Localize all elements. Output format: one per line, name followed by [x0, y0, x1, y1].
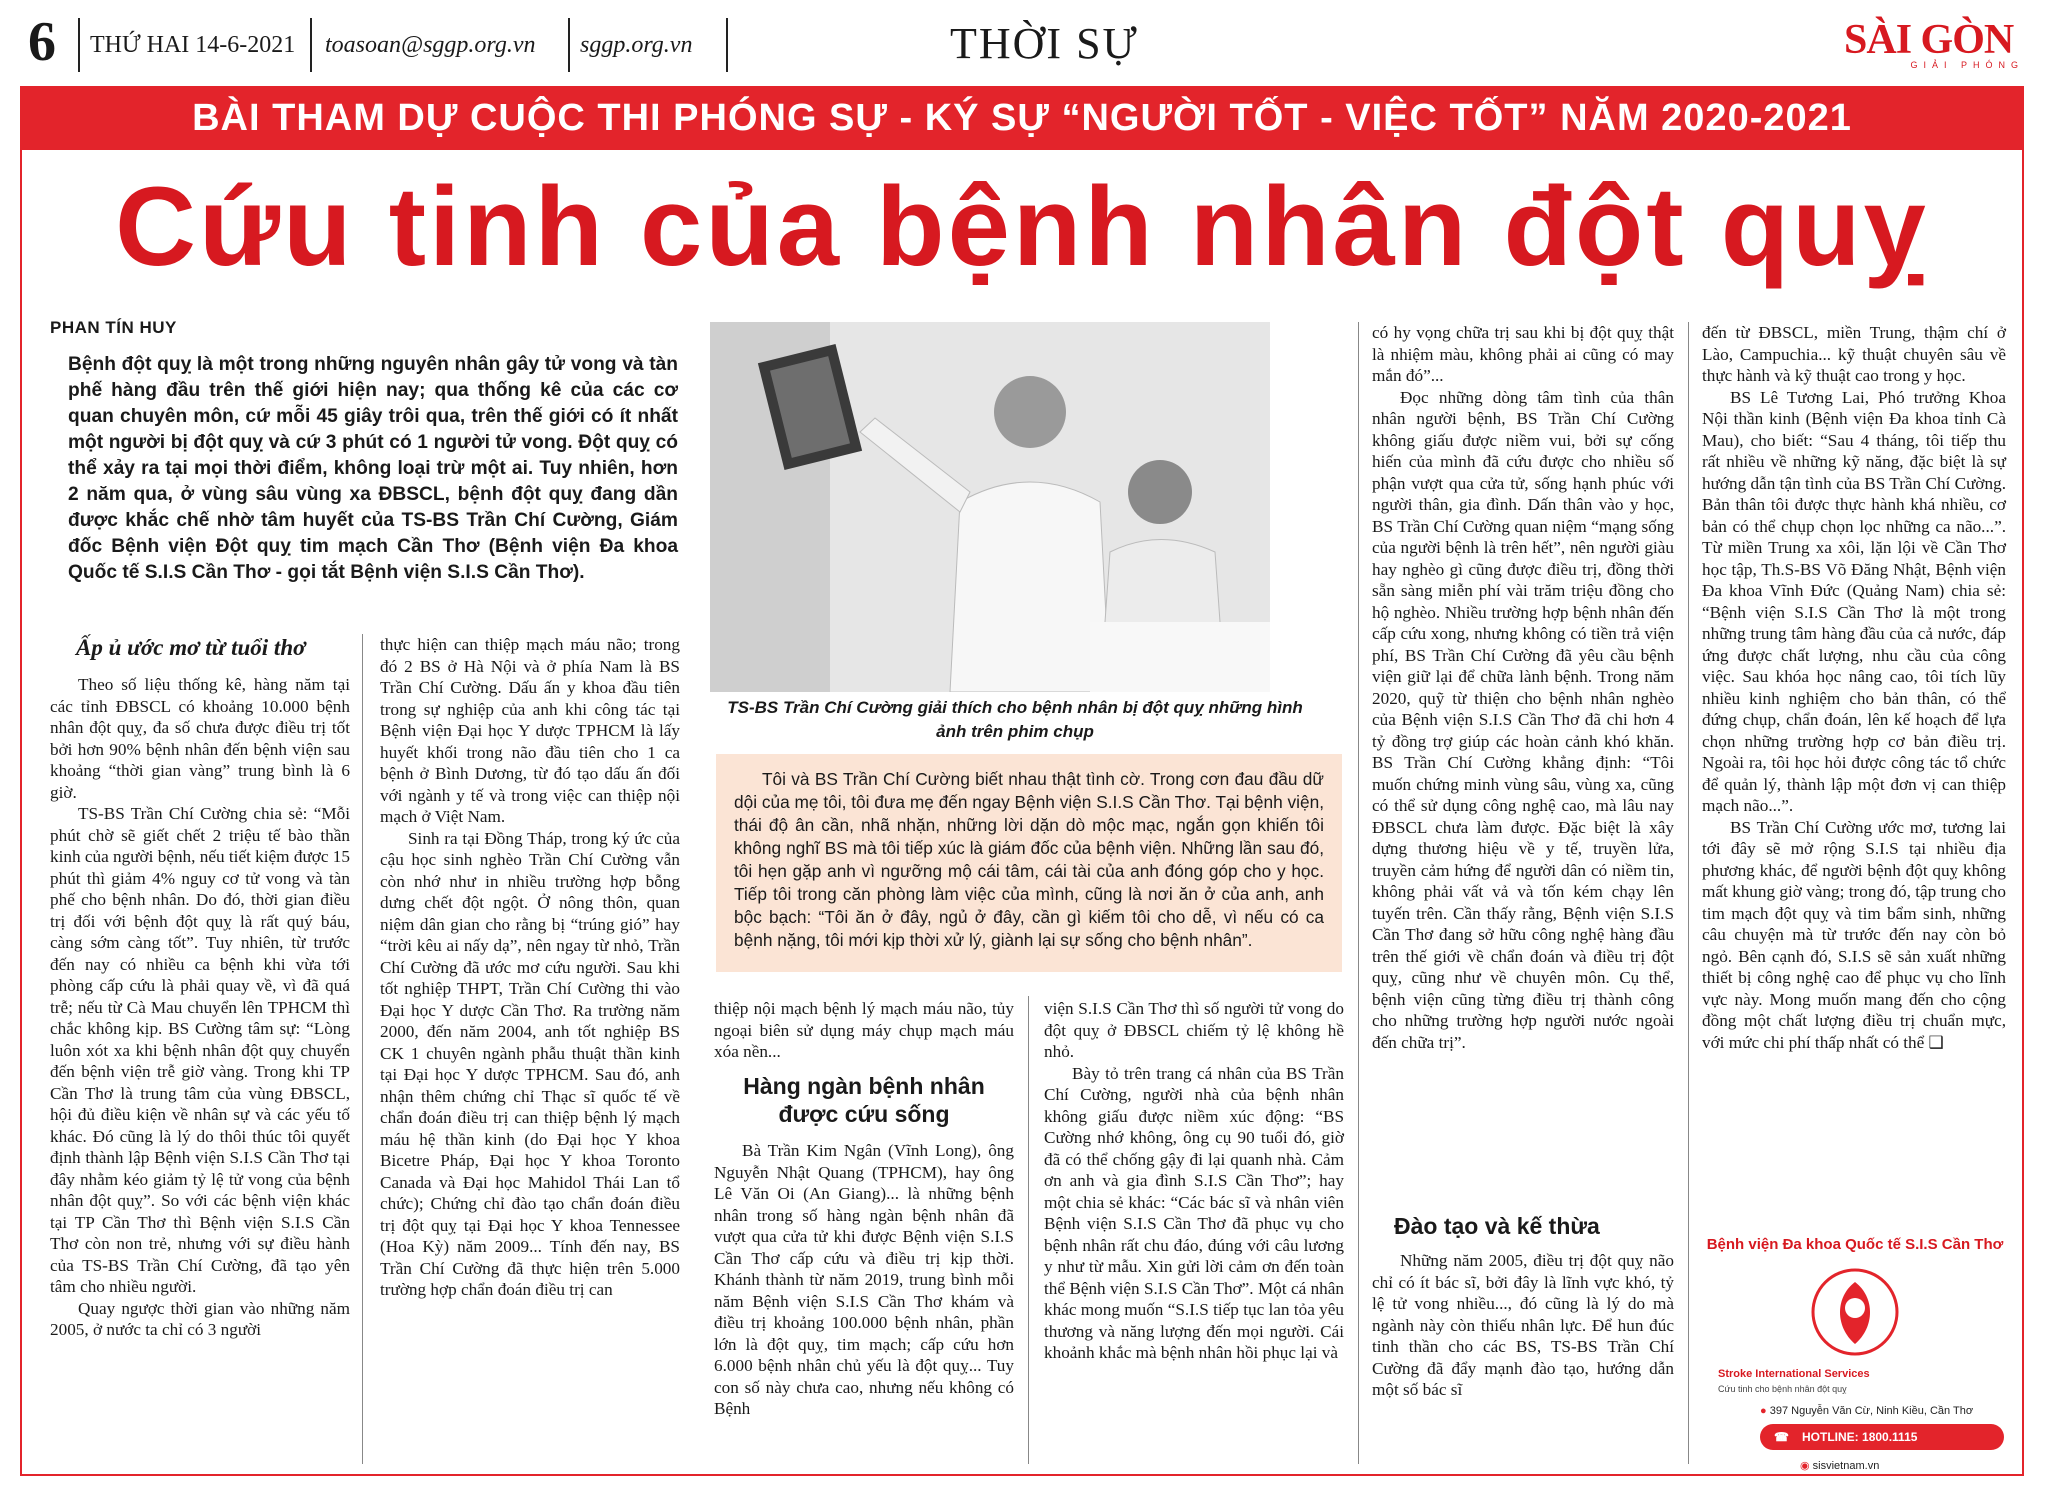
byline: PHAN TÍN HUY	[50, 318, 177, 337]
column-rule	[1358, 322, 1359, 1464]
paragraph: Đọc những dòng tâm tình của thân nhân người bệnh, BS Trần Chí Cường không giấu được niềm vui, bởi sự cống hiến của mình đã cứu được cho nhiều số phận vượt qua cửa tử, sống hạnh phúc với người thân, gia đình. Dấn thân vào y học, BS Trần Chí Cường quan niệm “mạng sống của người bệnh là trên hết”, nên người giàu hay nghèo gì cũng được điều trị, đồng thời sẵn sàng miễn phí vài trăm triệu đồng cho hộ nghèo. Nhiều trường hợp bệnh nhân đến cấp cứu xong, nhưng không có tiền trả viện phí, BS Trần Chí Cường đã yêu cầu bệnh viện giữ lại để chữa lành bệnh. Trong năm 2020, quỹ từ thiện cho bệnh nhân nghèo của Bệnh viện S.I.S Cần Thơ đã chi hơn 4 tỷ đồng trợ giúp các hoàn cảnh khó khăn. BS Trần Chí Cường khẳng định: “Tôi muốn chứng minh vùng sâu, vùng xa, cũng có thể sử dụng công nghệ cao, mà lâu nay ĐBSCL chưa làm được. Đặc biệt là xây dựng thương hiệu về y tế, truyền lửa, truyền cảm hứng để người dân có niềm tin, không phải vất vả và tốn kém chạy lên tuyến trên. Cần thấy rằng, Bệnh viện S.I.S Cần Thơ đang sở hữu công nghệ hàng đầu trên thế giới về chẩn đoán và điều trị đột quỵ, cũng như về chuyên môn. Cụ thể, bệnh viện cũng từng điều trị thành công cho những trường hợp người nước ngoài đến chữa trị”.	[1372, 387, 1674, 1052]
ad-address: 397 Nguyễn Văn Cừ, Ninh Kiều, Cần Thơ	[1769, 1405, 1974, 1417]
photo-illustration	[710, 322, 1270, 692]
paragraph: thiệp nội mạch bệnh lý mạch máu não, tủy ngoại biên sử dụng máy chụp mạch máu xóa nền...	[714, 999, 1014, 1061]
article-lead: Bệnh đột quỵ là một trong những nguyên nhân gây tử vong và tàn phế hàng đầu trên thế giới hiện nay; qua thống kê của các cơ quan chuyên môn, cứ mỗi 45 giây trôi qua, trên thế giới có ít nhất một người bị đột quỵ và cứ 3 phút có 1 người tử vong. Đột quỵ có thể xảy ra tại mọi thời điểm, không loại trừ một ai. Tuy nhiên, hơn 2 năm qua, ở vùng sâu vùng xa ĐBSCL, bệnh đột quỵ đang dần được khắc chế nhờ tâm huyết của TS-BS Trần Chí Cường, Giám đốc Bệnh viện Đột quỵ tim mạch Cần Thơ (Bệnh viện Đa khoa Quốc tế S.I.S Cần Thơ - gọi tắt Bệnh viện S.I.S Cần Thơ).	[68, 354, 678, 583]
ad-service-name: Stroke International Services	[1718, 1368, 1870, 1380]
masthead-divider	[78, 18, 80, 72]
ad-hospital-name: Bệnh viện Đa khoa Quốc tế S.I.S Cần Thơ	[1706, 1236, 2004, 1253]
page-number: 6	[28, 11, 56, 73]
paragraph: đến từ ĐBSCL, miền Trung, thậm chí ở Lào, Campuchia... kỹ thuật chuyên sâu về thực hành và kỹ thuật cao trong y học.	[1702, 323, 2006, 385]
paragraph: Sinh ra tại Đồng Tháp, trong ký ức của cậu học sinh nghèo Trần Chí Cường vẫn còn nhớ như in nhiều trường hợp bỗng dưng chết đột ngột. Ở nông thôn, quan niệm dân gian cho rằng bị “trúng gió” hay “trời kêu ai nấy dạ”, nên ngay từ nhỏ, Trần Chí Cường đã ước mơ cứu người. Sau khi tốt nghiệp THPT, Trần Chí Cường thi vào Đại học Y dược Cần Thơ. Ra trường năm 2000, đến năm 2004, anh tốt nghiệp BS CK 1 chuyên ngành phẫu thuật thần kinh tại Đại học Y dược TPHCM. Sau đó, anh nhận thêm chứng chỉ Thạc sĩ quốc tế về chẩn đoán điều trị can thiệp bệnh lý mạch máu hệ thần kinh (do Đại học Y khoa Bicetre Pháp, Đại học Y khoa Toronto Canada và Đại học Mahidol Thái Lan tổ chức); Chứng chỉ đào tạo chẩn đoán điều trị đột quỵ tại Đại học Y khoa Tennessee (Hoa Kỳ) năm 2009... Tính đến nay, BS Trần Chí Cường đã thực hiện trên 5.000 trường hợp chẩn đoán điều trị can	[380, 828, 680, 1299]
masthead-divider	[726, 18, 728, 72]
article-headline: Cứu tinh của bệnh nhân đột quỵ	[115, 164, 1929, 289]
paragraph-text: BS Trần Chí Cường ước mơ, tương lai tới đây sẽ mở rộng S.I.S tại nhiều địa phương khác, để người bệnh đột quỵ không mất khung giờ vàng; trong đó, tập trung cho tim mạch đột quỵ và tim bẩm sinh, những câu chuyện mà từ trước đến nay còn bỏ ngỏ. Bên cạnh đó, S.I.S sẽ sản xuất những thiết bị công nghệ cao để phục vụ cho lĩnh vực này. Mong muốn mang đến cho cộng đồng một chất lượng điều trị chuẩn mực, với mức chi phí thấp nhất có thể	[1702, 817, 2006, 1052]
section-heading-line: được cứu sống	[778, 1101, 950, 1127]
ad-hotline-label: HOTLINE:	[1802, 1430, 1859, 1444]
masthead-divider	[310, 18, 312, 72]
paragraph: viện S.I.S Cần Thơ thì số người tử vong do đột quỵ ở ĐBSCL chiếm tỷ lệ không hề nhỏ.	[1044, 999, 1344, 1061]
phone-icon: ☎	[1774, 1430, 1789, 1444]
column-5-bottom	[1372, 1250, 1674, 1401]
column-5	[1372, 322, 1674, 1053]
globe-icon: ◉	[1800, 1460, 1810, 1472]
column-3-body	[714, 1140, 1014, 1420]
photo-caption: TS-BS Trần Chí Cường giải thích cho bệnh nhân bị đột quỵ những hình ảnh trên phim chụp	[727, 698, 1303, 741]
ad-hotline-number: 1800.1115	[1862, 1430, 1918, 1444]
newspaper-logo	[1844, 18, 2024, 68]
column-1	[50, 674, 350, 1341]
column-4	[1044, 998, 1344, 1364]
hospital-logo-icon	[1800, 1262, 1910, 1362]
ad-website: sisvietnam.vn	[1812, 1460, 1880, 1472]
paragraph: có hy vọng chữa trị sau khi bị đột quỵ thật là nhiệm màu, không phải ai cũng có may mắn đó”...	[1372, 323, 1674, 385]
issue-date: THỨ HAI 14-6-2021	[90, 32, 296, 58]
website-link[interactable]: sggp.org.vn	[580, 32, 693, 58]
paragraph: Quay ngược thời gian vào những năm 2005, ở nước ta chỉ có 3 người	[50, 1298, 350, 1339]
column-rule	[1028, 996, 1029, 1464]
section-heading-training: Đào tạo và kế thừa	[1394, 1213, 1600, 1239]
column-2	[380, 634, 680, 1301]
section-heading-saved	[714, 1072, 1014, 1128]
masthead-divider	[568, 18, 570, 72]
hospital-advertisement[interactable]	[1700, 1236, 2010, 1472]
quote-text: Tôi và BS Trần Chí Cường biết nhau thật tình cờ. Trong cơn đau đầu dữ dội của mẹ tôi, tôi đưa mẹ đến ngay Bệnh viện S.I.S Cần Thơ. Tại bệnh viện, thái độ ân cần, nhã nhặn, những lời dặn dò mộc mạc, ngắn gọn khiến tôi không nghĩ BS mà tôi tiếp xúc là giám đốc của bệnh viện. Những lần sau đó, tôi hẹn gặp anh vì ngưỡng mộ cái tâm, cái tài của anh đóng góp cho y học. Tiếp tôi trong căn phòng làm việc của mình, cũng là nơi ăn ở của anh, anh bộc bạch: “Tôi ăn ở đây, ngủ ở đây, cần gì kiếm tôi cho dễ, vì nếu có ca bệnh nặng, tôi mới kịp thời xử lý, giành lại sự sống cho bệnh nhân”.	[734, 769, 1325, 950]
ad-website-row[interactable]	[1760, 1456, 2004, 1476]
masthead	[20, 12, 2028, 74]
paragraph: TS-BS Trần Chí Cường chia sẻ: “Mỗi phút chờ sẽ giết chết 2 triệu tế bào thần kinh của người bệnh, nếu tiết kiệm được 15 phút thì giảm 4% nguy cơ tử vong và tàn phế cho bệnh nhân. Do đó, thời gian điều trị đối với bệnh đột quỵ là rất quý báu, càng sớm càng tốt”. Tuy nhiên, từ trước đến nay có nhiều ca bệnh khi vừa tới phòng cấp cứu là phải quay về, vì đã quá trễ; nếu từ Cà Mau chuyển lên TPHCM thì chắc không kịp. BS Cường tâm sự: “Lòng luôn xót xa khi bệnh nhân đột quỵ chuyển đến bệnh viện trễ giờ vàng. Trong khi TP Cần Thơ là trung tâm của vùng ĐBSCL, hội đủ điều kiện về nhân sự và các yếu tố khác. Đó cũng là lý do thôi thúc tôi quyết định thành lập Bệnh viện S.I.S Cần Thơ tại đây nhằm kéo giảm tỷ lệ tử vong của bệnh nhân đột quỵ”. So với các bệnh viện khác tại TP Cần Thơ thì Bệnh viện S.I.S Cần Thơ còn non trẻ, nhưng với sự điều hành của TS-BS Trần Chí Cường, đã tạo yên tâm cho nhiều người.	[50, 804, 350, 1296]
contest-banner: BÀI THAM DỰ CUỘC THI PHÓNG SỰ - KÝ SỰ “NGƯỜI TỐT - VIỆC TỐT” NĂM 2020-2021	[20, 86, 2024, 150]
end-mark: ❑	[1928, 1032, 1944, 1052]
column-rule	[362, 634, 363, 1464]
contact-email[interactable]: toasoan@sggp.org.vn	[325, 32, 536, 58]
location-pin-icon: ●	[1760, 1405, 1767, 1417]
paragraph: thực hiện can thiệp mạch máu não; trong đó 2 BS ở Hà Nội và ở phía Nam là BS Trần Chí Cường. Dấu ấn y khoa đầu tiên trong sự nghiệp của anh khi công tác tại Bệnh viện Đại học Y dược TPHCM là lấy huyết khối trong não đầu tiên cho 1 ca bệnh ở Bình Dương, từ đó tạo dấu ấn đối với ngành y tế và trong việc can thiệp nội mạch ở Việt Nam.	[380, 635, 680, 826]
paragraph: BS Lê Tương Lai, Phó trưởng Khoa Nội thần kinh (Bệnh viện Đa khoa tỉnh Cà Mau), cho biết: “Sau 4 tháng, tôi tiếp thu rất nhiều về những kỹ năng, đặc biệt là sự hướng dẫn tận tình của BS Trần Chí Cường. Bản thân tôi được thực hành khá nhiều, cơ bản có thể chụp chọn lọc những ca não...”. Từ miền Trung xa xôi, lặn lội về Cần Thơ học tập, Th.S-BS Võ Đăng Nhật, Bệnh viện Đa khoa Vĩnh Đức (Quảng Nam) chia sẻ: “Bệnh viện S.I.S Cần Thơ là một trong những trung tâm hàng đầu của cả nước, đáp ứng được chất lượng, nhu cầu của công việc. Sau khóa học nâng cao, tôi tích lũy nhiều kinh nghiệm cho bản thân, có thể đứng chụp, chẩn đoán, lên kế hoạch để lựa chọn những trường hợp cơ bản điều trị. Ngoài ra, tôi học hỏi được công tác tổ chức để quản lý, thành lập một đơn vị can thiệp mạch não...”.	[1702, 387, 2006, 815]
column-rule	[1688, 322, 1689, 1464]
section-heading-childhood: Ấp ủ ước mơ từ tuổi thơ	[76, 635, 306, 660]
paragraph	[1702, 817, 2006, 1054]
column-3	[714, 998, 1014, 1063]
paragraph: Bà Trần Kim Ngân (Vĩnh Long), ông Nguyễn Nhật Quang (TPHCM), hay ông Lê Văn Oi (An Giang)... là những bệnh nhân trong số hàng ngàn bệnh nhân đã vượt qua cửa tử khi được Bệnh viện S.I.S Cần Thơ cấp cứu và điều trị kịp thời. Khánh thành từ năm 2019, trung bình mỗi năm Bệnh viện S.I.S Cần Thơ khám và điều trị khoảng 100.000 bệnh nhân, phần lớn là đột quỵ, tim mạch; cấp cứu hơn 6.000 bệnh nhân chủ yếu là đột quỵ... Tuy con số này chưa cao, nhưng nếu không có Bệnh	[714, 1141, 1014, 1418]
logo-sub-text: GIẢI PHÓNG	[1910, 60, 2024, 70]
section-heading-line: Hàng ngàn bệnh nhân	[743, 1073, 985, 1099]
logo-brand-text: SÀI GÒN	[1844, 17, 2014, 63]
column-6	[1702, 322, 2006, 1053]
paragraph: Bày tỏ trên trang cá nhân của BS Trần Chí Cường, người nhà của bệnh nhân không giấu được niềm xúc động: “BS Cường nhớ không, ông cụ 90 tuổi đó, giờ đã có thể chống gậy đi lại quanh nhà. Cảm ơn anh và gia đình S.I.S Cần Thơ”; hay một chia sẻ khác: “Các bác sĩ và nhân viên Bệnh viện S.I.S Cần Thơ đã phục vụ cho bệnh nhân rất chu đáo, đúng với câu lương y như từ mẫu. Xin gửi lời cảm ơn đến toàn thể Bệnh viện S.I.S Cần Thơ”. Một cá nhân khác mong muốn “S.I.S tiếp tục lan tỏa yêu thương và năng lượng đến mọi người. Cái khoảnh khắc mà bệnh nhân hồi phục lại và	[1044, 1063, 1344, 1362]
ad-tagline: Cứu tinh cho bệnh nhân đột quỵ	[1718, 1384, 1847, 1394]
paragraph: Những năm 2005, điều trị đột quỵ não chỉ có ít bác sĩ, bởi đây là lĩnh vực khó, tỷ lệ tử vong nhiều..., đó cũng là lý do mà ngành này còn thiếu nhân lực. Để hun đúc tinh thần cho các BS, TS-BS Trần Chí Cường đã đẩy mạnh đào tạo, hướng dẫn một số bác sĩ	[1372, 1251, 1674, 1399]
quote-box	[716, 754, 1342, 972]
ad-contact	[1760, 1400, 2004, 1476]
doctor-patient-photo	[710, 322, 1270, 692]
ad-address-row	[1760, 1400, 2004, 1422]
paragraph: Theo số liệu thống kê, hàng năm tại các tỉnh ĐBSCL có khoảng 10.000 bệnh nhân đột quỵ, đa số chưa được điều trị tốt bởi hơn 90% bệnh nhân đến bệnh viện sau khoảng “thời gian vàng” trung bình là 6 giờ.	[50, 675, 350, 802]
section-title: THỜI SỰ	[950, 19, 1139, 68]
frame-bottom	[20, 1474, 2024, 1476]
ad-hotline-pill[interactable]	[1760, 1424, 2004, 1450]
